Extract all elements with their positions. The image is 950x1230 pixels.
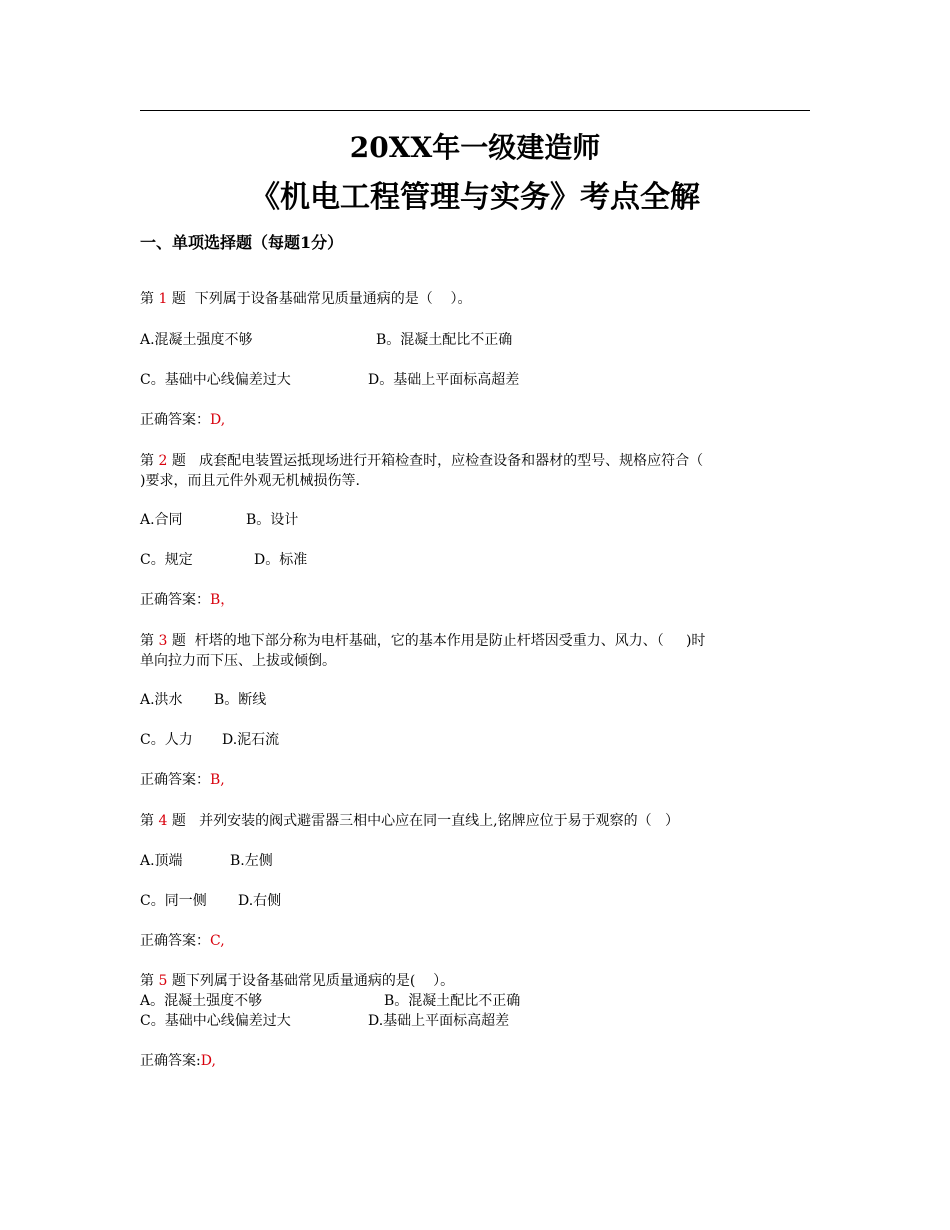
question-3	[140, 631, 705, 651]
answer-label: 正确答案：	[140, 592, 210, 608]
question-prefix: 第	[140, 291, 159, 307]
option-d: D。标准	[254, 552, 308, 568]
option-c: C。基础中心线偏差过大	[140, 372, 291, 388]
option-d: D.右侧	[238, 893, 282, 909]
option-a: A.洪水	[140, 692, 183, 708]
question-1	[140, 289, 472, 309]
question-4	[140, 811, 679, 831]
answer-label: 正确答案：	[140, 933, 210, 949]
answer-value: C,	[210, 933, 225, 949]
question-text: 题 并列安装的阀式避雷器三相中心应在同一直线上,铭牌应位于易于观察的（ ）	[167, 813, 679, 829]
title-line-2: 《机电工程管理与实务》考点全解	[250, 180, 700, 215]
option-a: A.合同	[140, 512, 183, 528]
answer-label: 正确答案：	[140, 772, 210, 788]
question-prefix: 第	[140, 633, 159, 649]
answer-value: B,	[210, 772, 225, 788]
question-2	[140, 451, 703, 471]
answer-2	[140, 590, 234, 610]
option-b: B。断线	[214, 692, 267, 708]
answer-label: 正确答案：	[140, 412, 210, 428]
option-c: C。人力	[140, 732, 193, 748]
option-a: A。混凝土强度不够	[140, 993, 263, 1009]
option-c: C。同一侧	[140, 893, 207, 909]
question-number: 4	[158, 813, 168, 829]
option-a: A.混凝土强度不够	[140, 332, 253, 348]
question-prefix: 第	[140, 453, 159, 469]
option-c: C。基础中心线偏差过大	[140, 1013, 291, 1029]
option-b: B。混凝土配比不正确	[384, 993, 521, 1009]
question-number: 2	[158, 453, 168, 469]
answer-1	[140, 410, 225, 430]
option-c: C。规定	[140, 552, 193, 568]
section-heading: 一、单项选择题（每题1分）	[140, 233, 344, 252]
option-a: A.顶端	[140, 853, 183, 869]
option-b: B.左侧	[230, 853, 273, 869]
question-text: 题 下列属于设备基础常见质量通病的是（ ）。	[167, 291, 472, 307]
question-number: 3	[158, 633, 168, 649]
header-rule	[140, 110, 810, 111]
option-d: D.泥石流	[222, 732, 280, 748]
question-number: 1	[158, 291, 168, 307]
answer-value: B，	[210, 592, 235, 608]
question-prefix: 第	[140, 813, 159, 829]
question-number: 5	[158, 973, 168, 989]
option-d: D。基础上平面标高超差	[368, 372, 520, 388]
answer-label: 正确答案:	[140, 1053, 201, 1069]
answer-4	[140, 931, 225, 951]
question-3-cont: 单向拉力而下压、上拔或倾倒。	[140, 653, 336, 669]
question-5	[140, 971, 454, 991]
question-text: 题 杆塔的地下部分称为电杆基础，它的基本作用是防止杆塔因受重力、风力、（ )时	[167, 633, 706, 649]
answer-value: D,	[200, 1053, 216, 1069]
option-d: D.基础上平面标高超差	[368, 1013, 510, 1029]
option-b: B。设计	[246, 512, 299, 528]
question-text: 题下列属于设备基础常见质量通病的是( ）。	[167, 973, 455, 989]
answer-value: D,	[210, 412, 226, 428]
question-2-cont: )要求，而且元件外观无机械损伤等.	[140, 473, 360, 489]
option-b: B。混凝土配比不正确	[376, 332, 513, 348]
question-text: 题 成套配电装置运抵现场进行开箱检查时，应检查设备和器材的型号、规格应符合（	[167, 453, 704, 469]
question-prefix: 第	[140, 973, 159, 989]
title-line-1: 20XX年一级建造师	[349, 131, 601, 164]
answer-5	[140, 1051, 216, 1071]
answer-3	[140, 770, 225, 790]
